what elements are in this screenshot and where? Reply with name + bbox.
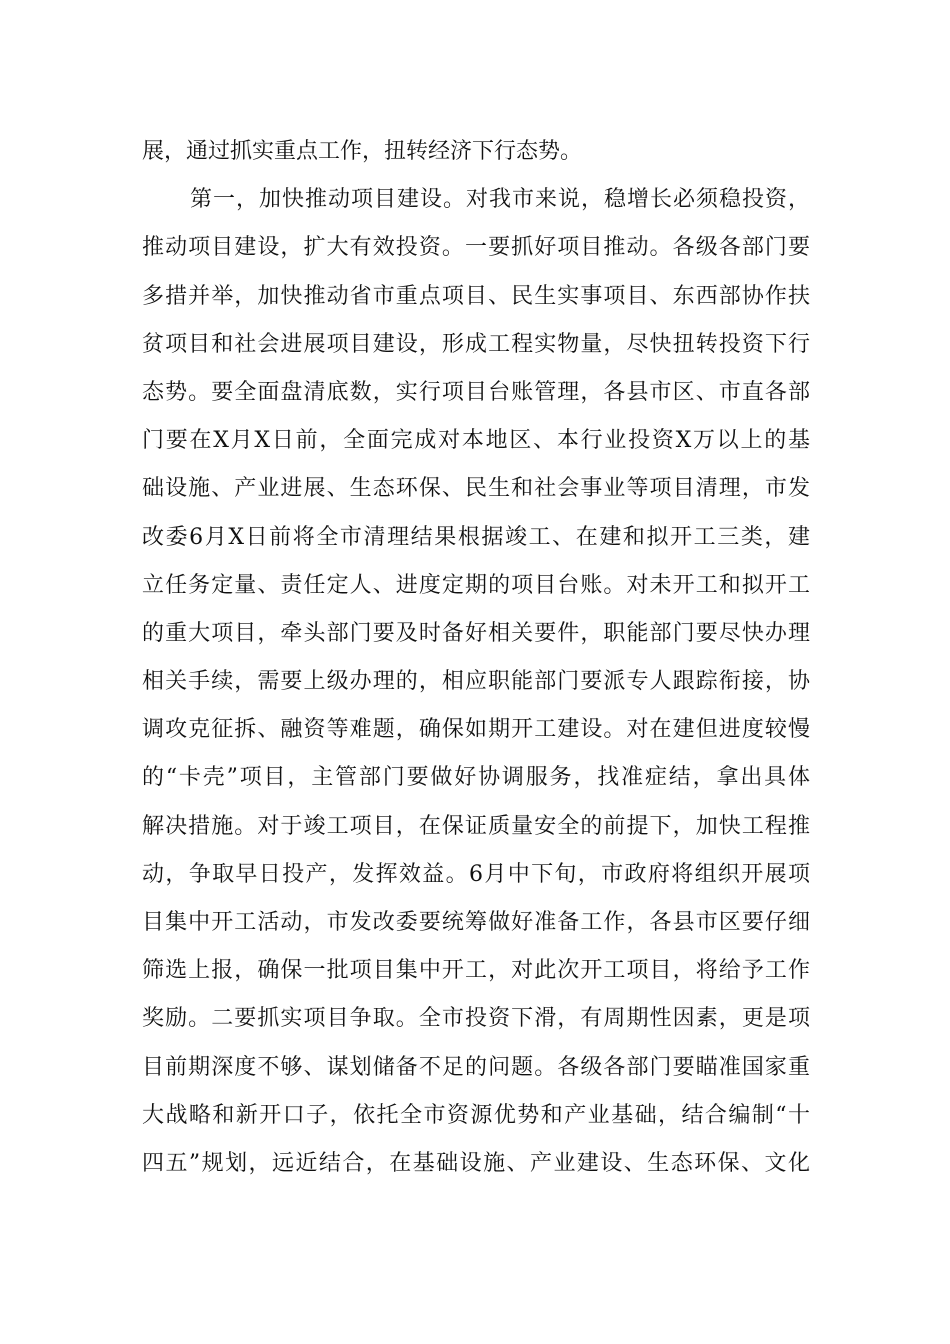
text-line: 奖励。二要抓实项目争取。全市投资下滑，有周期性因素，更是项 [142,1006,810,1032]
paragraph-first-line: 第一，加快推动项目建设。对我市来说，稳增长必须稳投资， [190,187,810,213]
body-text [142,128,810,1188]
text-line: 四五”规划，远近结合，在基础设施、产业建设、生态环保、文化 [142,1150,810,1176]
text-line: 改委6月X日前将全市清理结果根据竣工、在建和拟开工三类，建 [142,524,810,550]
text-line: 立任务定量、责任定人、进度定期的项目台账。对未开工和拟开工 [142,572,810,598]
text-line: 贫项目和社会进展项目建设，形成工程实物量，尽快扭转投资下行 [142,331,810,357]
text-line: 础设施、产业进展、生态环保、民生和社会事业等项目清理，市发 [142,476,810,502]
text-line: 推动项目建设，扩大有效投资。一要抓好项目推动。各级各部门要 [142,235,810,261]
text-line: 目前期深度不够、谋划储备不足的问题。各级各部门要瞄准国家重 [142,1054,810,1080]
text-line: 态势。要全面盘清底数，实行项目台账管理，各县市区、市直各部 [142,379,810,405]
text-line: 动，争取早日投产，发挥效益。6月中下旬，市政府将组织开展项 [142,861,810,887]
text-line: 大战略和新开口子，依托全市资源优势和产业基础，结合编制“十 [142,1102,810,1128]
text-line: 筛选上报，确保一批项目集中开工，对此次开工项目，将给予工作 [142,958,810,984]
text-line: 解决措施。对于竣工项目，在保证质量安全的前提下，加快工程推 [142,813,810,839]
text-line: 的“卡壳”项目，主管部门要做好协调服务，找准症结，拿出具体 [142,765,810,791]
text-line: 目集中开工活动，市发改委要统筹做好准备工作，各县市区要仔细 [142,910,810,935]
text-line: 展，通过抓实重点工作，扭转经济下行态势。 [142,139,583,164]
text-line: 的重大项目，牵头部门要及时备好相关要件，职能部门要尽快办理 [142,620,810,646]
text-line: 多措并举，加快推动省市重点项目、民生实事项目、东西部协作扶 [142,283,810,309]
text-line: 调攻克征拆、融资等难题，确保如期开工建设。对在建但进度较慢 [142,717,810,743]
text-line: 相关手续，需要上级办理的，相应职能部门要派专人跟踪衔接，协 [142,669,810,695]
text-line: 门要在X月X日前，全面完成对本地区、本行业投资X万以上的基 [142,428,810,454]
